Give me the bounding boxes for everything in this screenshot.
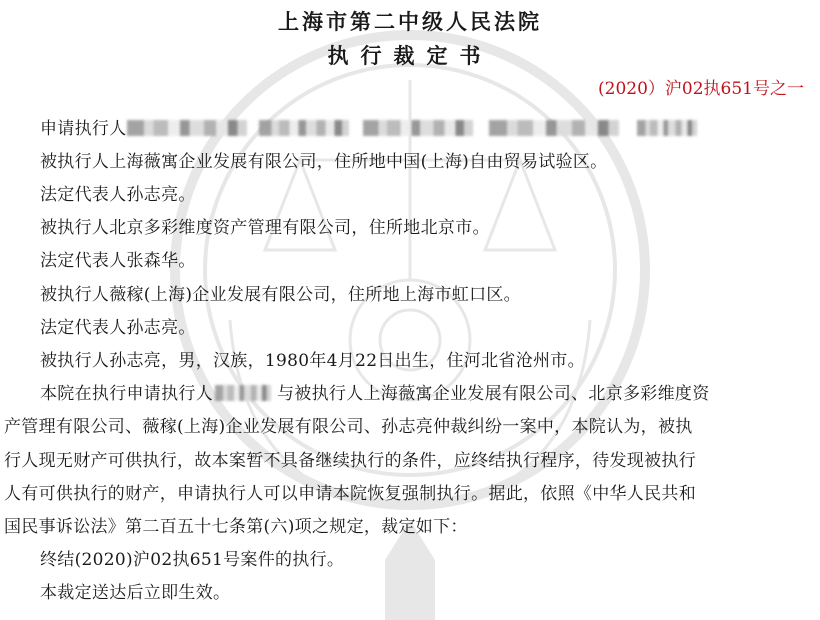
redacted-block (489, 120, 619, 136)
respondent-2: 被执行人北京多彩维度资产管理有限公司，住所地北京市。 (40, 218, 490, 238)
body-line-2: 产管理有限公司、薇稼(上海)企业发展有限公司、孙志亮仲裁纠纷一案中，本院认为，被执 (4, 417, 693, 437)
redacted-block (363, 120, 473, 136)
respondent-3: 被执行人薇稼(上海)企业发展有限公司，住所地上海市虹口区。 (40, 285, 521, 305)
legal-rep-1: 法定代表人孙志亮。 (40, 185, 196, 205)
applicant-line (40, 114, 697, 139)
effective-text: 本裁定送达后立即生效。 (40, 583, 231, 603)
body-line-4: 人有可供执行的财产，申请执行人可以申请本院恢复强制执行。据此，依照《中华人民共和 (4, 484, 696, 504)
redacted-block (637, 120, 697, 136)
body-line-1-start: 本院在执行申请执行人 (40, 384, 213, 404)
respondent-4: 被执行人孙志亮，男，汉族，1980年4月22日出生，住河北省沧州市。 (40, 351, 585, 371)
case-number: (2020）沪02执651号之一 (598, 79, 804, 99)
body-line-1 (40, 379, 710, 404)
redacted-block (127, 120, 247, 136)
redacted-block (215, 385, 271, 401)
court-name: 上海市第二中级人民法院 (278, 9, 542, 34)
respondent-1: 被执行人上海薇寓企业发展有限公司，住所地中国(上海)自由贸易试验区。 (40, 152, 608, 172)
body-line-5: 国民事诉讼法》第二百五十七条第(六)项之规定，裁定如下： (4, 517, 468, 537)
body-line-1-end: 与被执行人上海薇寓企业发展有限公司、北京多彩维度资 (277, 384, 710, 404)
document-title: 执行裁定书 (327, 43, 493, 68)
legal-rep-2: 法定代表人张森华。 (40, 251, 196, 271)
redacted-block (259, 120, 349, 136)
ruling-text: 终结(2020)沪02执651号案件的执行。 (40, 550, 345, 570)
legal-rep-3: 法定代表人孙志亮。 (40, 318, 196, 338)
body-line-3: 行人现无财产可供执行，故本案暂不具备继续执行的条件，应终结执行程序，待发现被执行 (4, 451, 696, 471)
applicant-label: 申请执行人 (40, 119, 127, 139)
